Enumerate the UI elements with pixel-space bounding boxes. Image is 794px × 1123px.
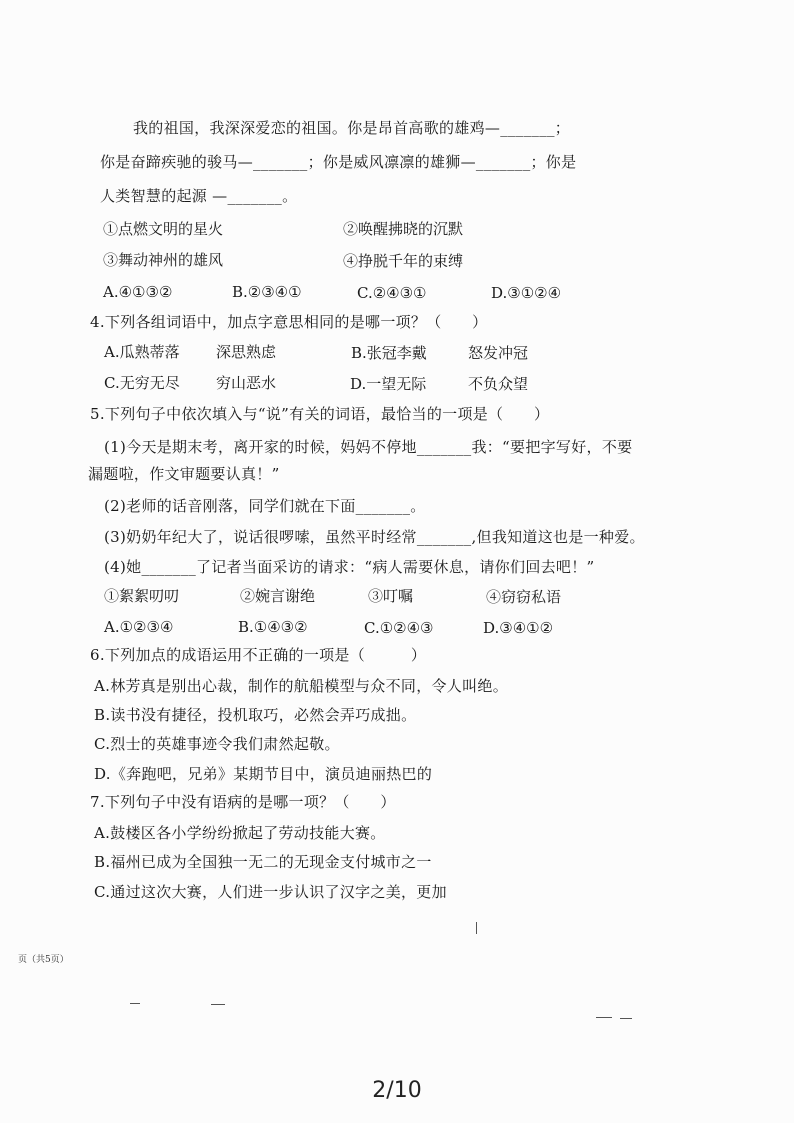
q5-option-d: D.③④①② xyxy=(483,619,554,637)
q5-sentence-2: (2)老师的话音刚落，同学们就在下面_______。 xyxy=(104,497,426,515)
q4-option-b1: B.张冠李戴 xyxy=(351,344,427,362)
q5-sentence-1a: (1)今天是期末考，离开家的时候，妈妈不停地_______我：“要把字写好，不要 xyxy=(104,438,633,456)
q4-option-a2: 深思熟虑 xyxy=(216,343,277,361)
passage-choice-1: ①点燃文明的星火 xyxy=(103,220,224,238)
q5-sentence-4: (4)她_______了记者当面采访的请求：“病人需要休息，请你们回去吧！” xyxy=(104,558,595,576)
q7-option-b: B.福州已成为全国独一无二的无现金支付城市之一 xyxy=(94,853,432,871)
q6-option-d: D.《奔跑吧，兄弟》某期节目中，演员迪丽热巴的 xyxy=(94,765,433,783)
page-number: 2/10 xyxy=(372,1078,422,1103)
q6-stem: 6.下列加点的成语运用不正确的一项是（ ） xyxy=(90,646,427,664)
scan-mark xyxy=(476,922,477,934)
q5-word-4: ④窃窃私语 xyxy=(486,588,562,606)
passage-option-b: B.②③④① xyxy=(232,283,302,301)
q6-option-b: B.读书没有捷径，投机取巧，必然会弄巧成拙。 xyxy=(94,706,417,724)
q5-word-3: ③叮嘱 xyxy=(368,587,414,605)
q5-word-2: ②婉言谢绝 xyxy=(240,587,316,605)
q5-sentence-3: (3)奶奶年纪大了，说话很啰嗦，虽然平时经常_______,但我知道这也是一种爱。 xyxy=(104,528,645,546)
passage-choice-3: ③舞动神州的雄风 xyxy=(103,251,224,269)
q5-stem: 5.下列句子中依次填入与“说”有关的词语，最恰当的一项是（ ） xyxy=(90,405,550,423)
q4-option-c2: 穷山恶水 xyxy=(216,374,277,392)
q5-option-c: C.①②④③ xyxy=(364,619,434,637)
passage-option-a: A.④①③② xyxy=(103,283,173,301)
q6-option-a: A.林芳真是别出心裁，制作的航船模型与众不同，令人叫绝。 xyxy=(94,677,509,695)
scan-mark xyxy=(211,1004,225,1005)
passage-line-1: 我的祖国，我深深爱恋的祖国。你是昂首高歌的雄鸡—_______； xyxy=(133,119,571,137)
q4-option-b2: 怒发冲冠 xyxy=(468,344,529,362)
scan-mark xyxy=(620,1018,632,1019)
q4-option-a1: A.瓜熟蒂落 xyxy=(104,343,180,361)
page-note: 页（共5页） xyxy=(18,955,69,965)
q5-option-b: B.①④③② xyxy=(238,618,308,636)
q5-sentence-1b: 漏题啦，作文审题要认真！” xyxy=(88,465,280,483)
q7-option-c: C.通过这次大赛，人们进一步认识了汉字之美，更加 xyxy=(94,883,447,901)
q4-option-d2: 不负众望 xyxy=(468,375,529,393)
q7-option-a: A.鼓楼区各小学纷纷掀起了劳动技能大赛。 xyxy=(94,824,386,842)
scan-mark xyxy=(130,1003,140,1004)
passage-choice-4: ④挣脱千年的束缚 xyxy=(343,252,464,270)
scan-mark xyxy=(596,1017,612,1018)
passage-option-c: C.②④③① xyxy=(357,284,427,302)
q4-option-c1: C.无穷无尽 xyxy=(104,374,180,392)
q4-option-d1: D.一望无际 xyxy=(350,375,427,393)
q4-stem: 4.下列各组词语中，加点字意思相同的是哪一项？（ ） xyxy=(90,313,488,331)
q5-word-1: ①絮絮叨叨 xyxy=(104,587,180,605)
passage-line-2: 你是奋蹄疾驰的骏马—_______；你是威风凛凛的雄狮—_______；你是 xyxy=(100,153,577,171)
passage-option-d: D.③①②④ xyxy=(491,284,562,302)
passage-choice-2: ②唤醒拂晓的沉默 xyxy=(343,220,464,238)
q6-option-c: C.烈士的英雄事迹令我们肃然起敬。 xyxy=(94,735,340,753)
q5-option-a: A.①②③④ xyxy=(104,618,174,636)
q7-stem: 7.下列句子中没有语病的是哪一项？（ ） xyxy=(90,793,396,811)
passage-line-3: 人类智慧的起源 —_______。 xyxy=(100,187,298,205)
